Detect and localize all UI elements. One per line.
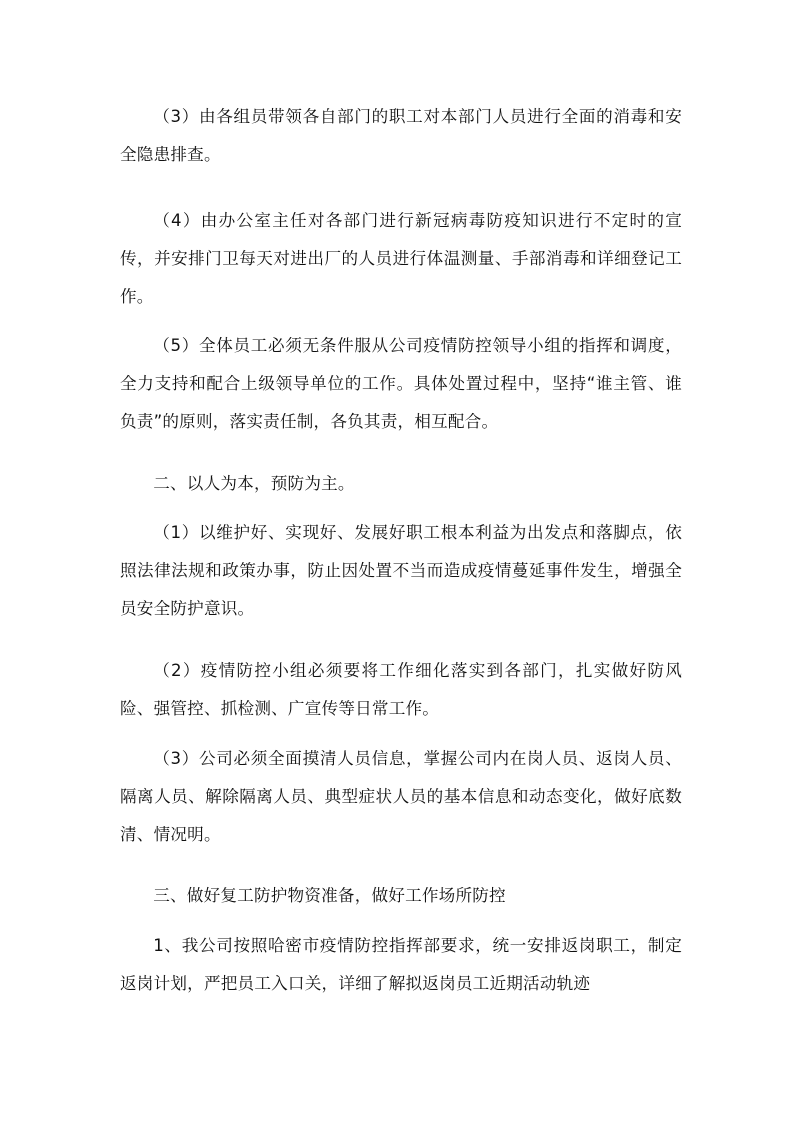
paragraph-item-4-publicity: （4）由办公室主任对各部门进行新冠病毒防疫知识进行不定时的宣传，并安排门卫每天对进出厂的人员进行体温测量、手部消毒和详细登记工作。 [120,211,682,306]
paragraph-item-3-personnel-info: （3）公司必须全面摸清人员信息，掌握公司内在岗人员、返岗人员、隔离人员、解除隔离人员、典型症状人员的基本信息和动态变化，做好底数清、情况明。 [120,749,682,844]
section-heading-3: 三、做好复工防护物资准备，做好工作场所防控 [153,886,506,905]
paragraph-item-5-obedience: （5）全体员工必须无条件服从公司疫情防控领导小组的指挥和调度，全力支持和配合上级领导单位的工作。具体处置过程中，坚持“谁主管、谁负责”的原则，落实责任制，各负其责，相互配合。 [120,336,682,431]
paragraph-item-1-interests: （1）以维护好、实现好、发展好职工根本利益为出发点和落脚点，依照法律法规和政策办事，防止因处置不当而造成疫情蔓延事件发生，增强全员安全防护意识。 [120,523,682,618]
paragraph-item-1-return-plan: 1、我公司按照哈密市疫情防控指挥部要求，统一安排返岗职工，制定返岗计划，严把员工入口关，详细了解拟返岗员工近期活动轨迹 [120,936,682,993]
paragraph-item-2-control-team: （2）疫情防控小组必须要将工作细化落实到各部门，扎实做好防风险、强管控、抓检测、广宣传等日常工作。 [120,661,682,718]
section-heading-2: 二、以人为本，预防为主。 [153,474,355,493]
paragraph-item-3-disinfection: （3）由各组员带领各自部门的职工对本部门人员进行全面的消毒和安全隐患排查。 [120,107,682,164]
